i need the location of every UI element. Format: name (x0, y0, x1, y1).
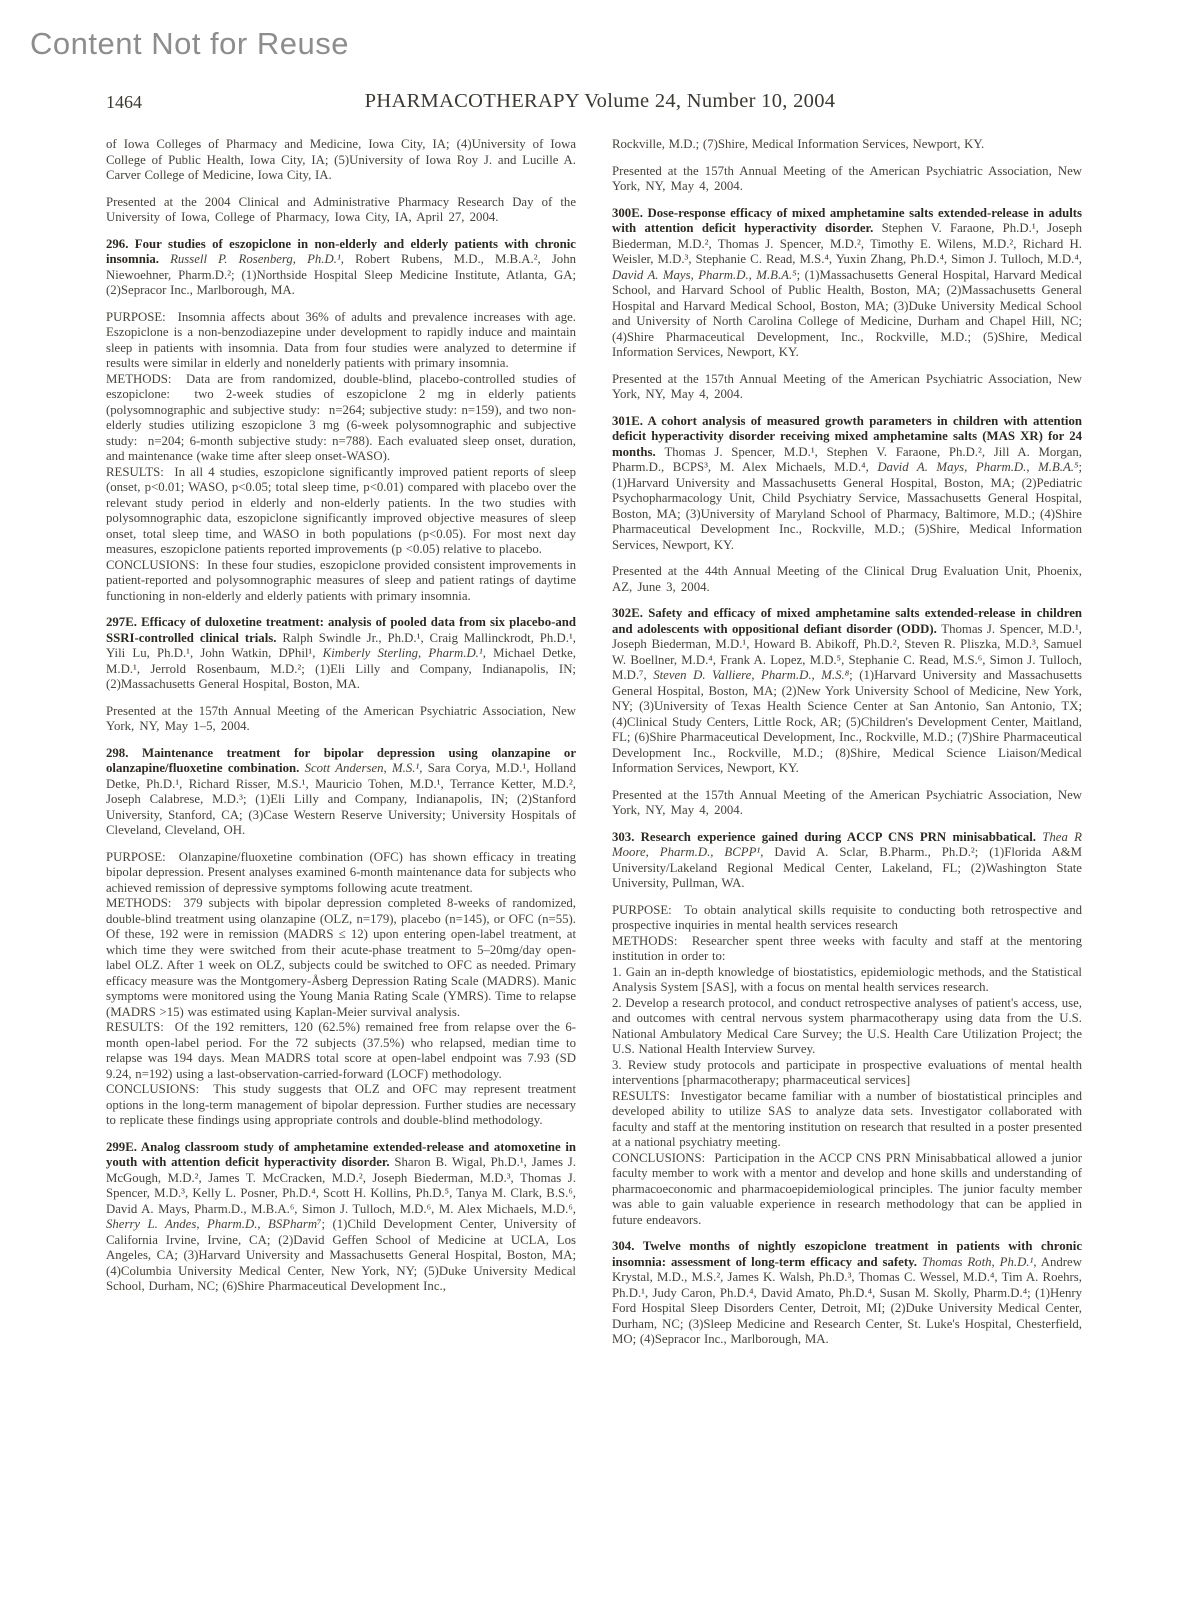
body-paragraph: PURPOSE: Insomnia affects about 36% of adults and prevalence increases with age. Eszopiclone is a non-benzodiazepine under development to rapidly induce and maintain sleep in patients with insomnia. Data from four studies were analyzed to determine if results were similar in elderly and nonelderly patients with primary insomnia. (106, 309, 576, 370)
abstract-authors-affiliations: Sharon B. Wigal, Ph.D.¹, James J. McGough, M.D.², James T. McCracken, M.D.², Joseph Biederman, M.D.³, Thomas J. Spencer, M.D.³, Kelly L. Posner, Ph.D.⁴, Scott H. Kollins, Ph.D.⁵, Tanya M. Clark, B.S.⁶, David A. Mays, Pharm.D., M.B.A.⁶, Simon J. Tulloch, M.D.⁶, M. Alex Michaels, M.D.⁶, (106, 1155, 576, 1216)
presented-at-note: Presented at the 44th Annual Meeting of the Clinical Drug Evaluation Unit, Phoenix, AZ, June 3, 2004. (612, 564, 1082, 594)
body-paragraph: CONCLUSIONS: This study suggests that OLZ and OFC may represent treatment options in the long-term management of bipolar depression. Further studies are necessary to replicate these findings using appropriate controls and double-blind methodology. (106, 1082, 576, 1127)
abstract-heading (106, 746, 576, 839)
abstract-authors-affiliations: , Robert Rubens, M.D., M.B.A.², John Niewoehner, Pharm.D.²; (1)Northside Hospital Sleep Medicine Institute, Atlanta, GA; (2)Sepracor Inc., Marlborough, MA. (106, 252, 577, 297)
continuation-paragraph: Rockville, M.D.; (7)Shire, Medical Information Services, Newport, KY. (612, 137, 985, 151)
right-column (612, 137, 1082, 1359)
body-paragraph: PURPOSE: Olanzapine/fluoxetine combination (OFC) has shown efficacy in treating bipolar depression. Present analyses examined 6-month maintenance data for subjects who achieved remission of depressive symptoms following acute treatment. (106, 849, 576, 895)
journal-title: PHARMACOTHERAPY Volume 24, Number 10, 2004 (364, 90, 836, 112)
body-paragraph: RESULTS: In all 4 studies, eszopiclone significantly improved patient reports of sleep (onset, p<0.01; WASO, p<0.05; total sleep time, p<0.01) compared with placebo over the relevant study period in elderly and non-elderly patients. In the two studies with polysomnographic data, eszopiclone significantly improved objective measures of sleep onset, total sleep time, and WASO in both populations (p<0.05). For most next day measures, eszopiclone patients reported improvements (p <0.05) relative to placebo. (106, 464, 576, 556)
abstract-body (612, 903, 1082, 1229)
abstract-authors-affiliations: , Sara Corya, M.D.¹, Holland Detke, Ph.D.¹, Richard Risser, M.S.¹, Mauricio Tohen, M.D.¹, Terrance Ketter, M.D.², Joseph Calabrese, M.D.³; (1)Eli Lilly and Company, Indianapolis, IN; (2)Stanford University, Stanford, CA; (3)Case Western Reserve University; University Hospitals of Cleveland, Cleveland, OH. (106, 761, 576, 837)
abstract-authors-affiliations: Thomas J. Spencer, M.D.¹, Stephen V. Faraone, Ph.D.², Jill A. Morgan, Pharm.D., BCPS³, M. Alex Michaels, M.D.⁴, (612, 444, 1082, 474)
presented-at-note: Presented at the 157th Annual Meeting of the American Psychiatric Association, New York, NY, May 4, 2004. (612, 787, 1082, 817)
abstract-title: 297E. Efficacy of duloxetine treatment: analysis of pooled data from six placebo-and SSRI-controlled clinical trials. (106, 615, 576, 645)
abstract-authors-affiliations: ; (1)Harvard University and Massachusetts General Hospital, Boston, MA; (2)Pediatric Psychopharmacology Unit, Child Psychiatry Service, Massachusetts General Hospital, Boston, MA; (3)University of Maryland School of Pharmacy, Baltimore, M.D.; (4)Shire Pharmaceutical Development Inc., Rockville, M.D.; (5)Shire, Medical Information Services, Newport, KY. (612, 460, 1082, 552)
abstract-title: 296. Four studies of eszopiclone in non-elderly and elderly patients with chronic insomnia. (106, 236, 576, 266)
abstract-authors-affiliations: David A. Mays, Pharm.D., M.B.A.⁵ (612, 267, 797, 282)
body-paragraph: METHODS: 379 subjects with bipolar depression completed 8-weeks of randomized, double-blind treatment using olanzapine (OLZ, n=179), placebo (n=145), or OFC (n=55). Of these, 192 were in remission (MADRS ≤ 12) upon entering open-label treatment, at which time they were switched from their acute-phase treatment to 5–20mg/day open-label OLZ. After 1 week on OLZ, subjects could be switched to OFC as needed. Primary efficacy measure was the Montgomery-Åsberg Depression Rating Scale (MADRS). Manic symptoms were monitored using the Young Mania Rating Scale (YMRS). Time to relapse (MADRS >15) was estimated using Kaplan-Meier survival analysis. (106, 896, 576, 1019)
abstract-authors-affiliations: ; (1)Harvard University and Massachusetts General Hospital, Boston, MA; (2)New York University School of Medicine, New York, NY; (3)University of Texas Health Science Center at San Antonio, San Antonio, TX; (4)Clinical Study Centers, Little Rock, AR; (5)Children's Development Center, Maitland, FL; (6)Shire Pharmaceutical Development, Inc., Rockville, M.D.; (7)Shire Pharmaceutical Development Inc., Rockville, M.D.; (8)Shire, Medical Science Liaison/Medical Information Services, Newport, KY. (612, 668, 1082, 775)
abstract-authors-affiliations: Scott Andersen, M.S.¹ (304, 761, 420, 775)
page-header (0, 90, 1200, 118)
abstract-authors-affiliations: , David A. Sclar, B.Pharm., Ph.D.²; (1)Florida A&M University/Lakeland Regional Medical Center, Lakeland, FL; (2)Washington State University, Pullman, WA. (612, 845, 1082, 890)
abstract-authors-affiliations: Stephen V. Faraone, Ph.D.¹, Joseph Biederman, M.D.², Thomas J. Spencer, M.D.², Timothy E. Wilens, M.D.², Richard H. Weisler, M.D.³, Stephanie C. Read, M.S.⁴, Yuxin Zhang, Ph.D.⁴, Simon J. Tulloch, M.D.⁴, (612, 221, 1082, 266)
abstract-authors-affiliations: Ralph Swindle Jr., Ph.D.¹, Craig Mallinckrodt, Ph.D.¹, Yili Lu, Ph.D.¹, John Watkin, DPhil¹, (106, 630, 576, 660)
body-paragraph: CONCLUSIONS: In these four studies, eszopiclone provided consistent improvements in patient-reported and polysomnographic measures of sleep and patient ratings of daytime functioning in non-elderly and elderly patients with primary insomnia. (106, 557, 576, 603)
abstract-heading (106, 237, 576, 299)
left-column (106, 137, 576, 1359)
body-paragraph: METHODS: Data are from randomized, double-blind, placebo-controlled studies of eszopiclone: two 2-week studies of eszopiclone 2 mg in elderly patients (polysomnographic and subjective study: n=264; subjective study: n=159), and two non-elderly studies utilizing eszopiclone 3 mg (6-week polysomnographic and subjective study: n=204; 6-month subjective study: n=788). Each evaluated sleep onset, duration, and maintenance (wake time after sleep onset-WASO). (106, 371, 576, 463)
abstract-title: 302E. Safety and efficacy of mixed amphetamine salts extended-release in children and adolescents with oppositional defiant disorder (ODD). (612, 606, 1082, 636)
abstracts-two-column-layout (106, 137, 1082, 1359)
abstract-authors-affiliations: Russell P. Rosenberg, Ph.D.¹ (170, 252, 341, 266)
abstract-authors-affiliations: , Michael Detke, M.D.¹, Jerrold Rosenbaum, M.D.²; (1)Eli Lilly and Company, Indianapolis, IN; (2)Massachusetts General Hospital, Boston, MA. (106, 646, 577, 691)
abstract-heading (106, 1140, 576, 1295)
body-paragraph: 3. Review study protocols and participate in prospective evaluations of mental health interventions [pharmacotherapy; pharmaceutical services] (612, 1057, 1082, 1087)
abstract-title: 298. Maintenance treatment for bipolar depression using olanzapine or olanzapine/fluoxetine combination. (106, 745, 576, 775)
abstract-authors-affiliations: ; (1)Child Development Center, University of California Irvine, Irvine, CA; (2)David Geffen School of Medicine at UCLA, Los Angeles, CA; (3)Harvard University and Massachusetts General Hospital, Boston, MA; (4)Columbia University Medical Center, New York, NY; (5)Duke University Medical School, Durham, NC; (6)Shire Pharmaceutical Development Inc., (106, 1217, 576, 1293)
continuation-paragraph: of Iowa Colleges of Pharmacy and Medicine, Iowa City, IA; (4)University of Iowa College of Public Health, Iowa City, IA; (5)University of Iowa Roy J. and Lucille A. Carver College of Medicine, Iowa City, IA. (106, 137, 576, 182)
abstract-heading (612, 830, 1082, 892)
abstract-body (106, 310, 576, 605)
abstract-authors-affiliations: Steven D. Valliere, Pharm.D., M.S.⁸ (653, 668, 850, 682)
abstract-title: 299E. Analog classroom study of amphetamine extended-release and atomoxetine in youth with attention deficit hyperactivity disorder. (106, 1139, 576, 1169)
presented-at-note: Presented at the 2004 Clinical and Administrative Pharmacy Research Day of the University of Iowa, College of Pharmacy, Iowa City, IA, April 27, 2004. (106, 194, 576, 224)
abstract-authors-affiliations: Thomas Roth, Ph.D.¹ (921, 1254, 1034, 1269)
abstract-heading (612, 606, 1082, 777)
abstract-heading (612, 206, 1082, 361)
presented-at-note: Presented at the 157th Annual Meeting of the American Psychiatric Association, New York, NY, May 4, 2004. (612, 163, 1082, 193)
body-paragraph: 2. Develop a research protocol, and conduct retrospective analyses of patient's access, use, and outcomes with central nervous system pharmacotherapy using data from the U.S. National Ambulatory Medical Care Survey; the U.S. Health Care Utilization Project; the U.S. National Health Interview Survey. (612, 995, 1082, 1056)
presented-at-note: Presented at the 157th Annual Meeting of the American Psychiatric Association, New York, NY, May 4, 2004. (612, 371, 1082, 401)
abstract-authors-affiliations: Sherry L. Andes, Pharm.D., BSPharm⁷ (106, 1217, 322, 1231)
body-paragraph: CONCLUSIONS: Participation in the ACCP CNS PRN Minisabbatical allowed a junior faculty member to work with a mentor and develop and hone skills and understanding of pharmacoeconomic and pharmacoepidemiological principles. The junior faculty member was able to gain valuable experience in research methodology that can be applied in future endeavors. (612, 1150, 1082, 1227)
abstract-authors-affiliations: Thomas J. Spencer, M.D.¹, Joseph Biederman, M.D.¹, Howard B. Abikoff, Ph.D.², Steven R. Pliszka, M.D.³, Samuel W. Boellner, M.D.⁴, Frank A. Lopez, M.D.⁵, Stephanie C. Read, M.S.⁶, Simon J. Tulloch, M.D.⁷, (612, 621, 1082, 682)
body-paragraph: RESULTS: Of the 192 remitters, 120 (62.5%) remained free from relapse over the 6-month open-label period. For the 72 subjects (37.5%) who relapsed, median time to relapse was 194 days. Mean MADRS total score at open-label endpoint was 7.93 (SD 9.24, n=192) using a last-observation-carried-forward (LOCF) methodology. (106, 1020, 576, 1081)
abstract-heading (106, 615, 576, 693)
body-paragraph: 1. Gain an in-depth knowledge of biostatistics, epidemiologic methods, and the Statistical Analysis System [SAS], with a focus on mental health services research. (612, 964, 1082, 994)
body-paragraph: RESULTS: Investigator became familiar with a number of biostatistical principles and developed ability to utilize SAS to analyze data sets. Investigator collaborated with faculty and staff at the mentoring institution on research that resulted in a poster presented at a national psychiatry meeting. (612, 1088, 1082, 1149)
abstract-authors-affiliations: David A. Mays, Pharm.D., M.B.A.⁵ (877, 460, 1079, 474)
abstract-heading (612, 414, 1082, 554)
page-number: 1464 (106, 92, 142, 112)
presented-at-note: Presented at the 157th Annual Meeting of the American Psychiatric Association, New York, NY, May 1–5, 2004. (106, 703, 576, 733)
body-paragraph: PURPOSE: To obtain analytical skills requisite to conducting both retrospective and prospective inquiries in mental health services research (612, 902, 1082, 932)
abstract-title: 304. Twelve months of nightly eszopiclone treatment in patients with chronic insomnia: assessment of long-term efficacy and safety. (612, 1239, 1082, 1269)
abstract-title: 303. Research experience gained during ACCP CNS PRN minisabbatical. (612, 829, 1043, 844)
abstract-body (106, 850, 576, 1129)
abstract-authors-affiliations: ; (1)Massachusetts General Hospital, Harvard Medical School, and Harvard School of Public Health, Boston, MA; (2)Massachusetts General Hospital and Harvard Medical School, Boston, MA; (3)Duke University Medical School and University of North Carolina College of Medicine, Durham and Chapel Hill, NC; (4)Shire Pharmaceutical Development, Inc., Rockville, M.D.; (5)Shire, Medical Information Services, Newport, KY. (612, 267, 1082, 359)
abstract-authors-affiliations: Kimberly Sterling, Pharm.D.¹ (322, 646, 483, 660)
abstract-authors-affiliations: , Andrew Krystal, M.D., M.S.², James K. Walsh, Ph.D.³, Thomas C. Wessel, M.D.⁴, Tim A. Roehrs, Ph.D.¹, Judy Caron, Ph.D.⁴, David Amato, Ph.D.⁴, Susan M. Skolly, Pharm.D.⁴; (1)Henry Ford Hospital Sleep Disorders Center, Detroit, MI; (2)Duke University Medical Center, Durham, NC; (3)Sleep Medicine and Research Center, St. Luke's Hospital, Chesterfield, MO; (4)Sepracor Inc., Marlborough, MA. (612, 1254, 1082, 1346)
abstract-title: 301E. A cohort analysis of measured growth parameters in children with attention deficit hyperactivity disorder receiving mixed amphetamine salts (MAS XR) for 24 months. (612, 413, 1082, 459)
content-not-for-reuse-watermark: Content Not for Reuse (30, 26, 349, 61)
abstract-heading (612, 1239, 1082, 1348)
body-paragraph: METHODS: Researcher spent three weeks with faculty and staff at the mentoring institution in order to: (612, 933, 1082, 963)
abstract-title: 300E. Dose-response efficacy of mixed amphetamine salts extended-release in adults with attention deficit hyperactivity disorder. (612, 205, 1082, 235)
abstract-authors-affiliations: Thea R Moore, Pharm.D., BCPP¹ (612, 829, 1082, 859)
